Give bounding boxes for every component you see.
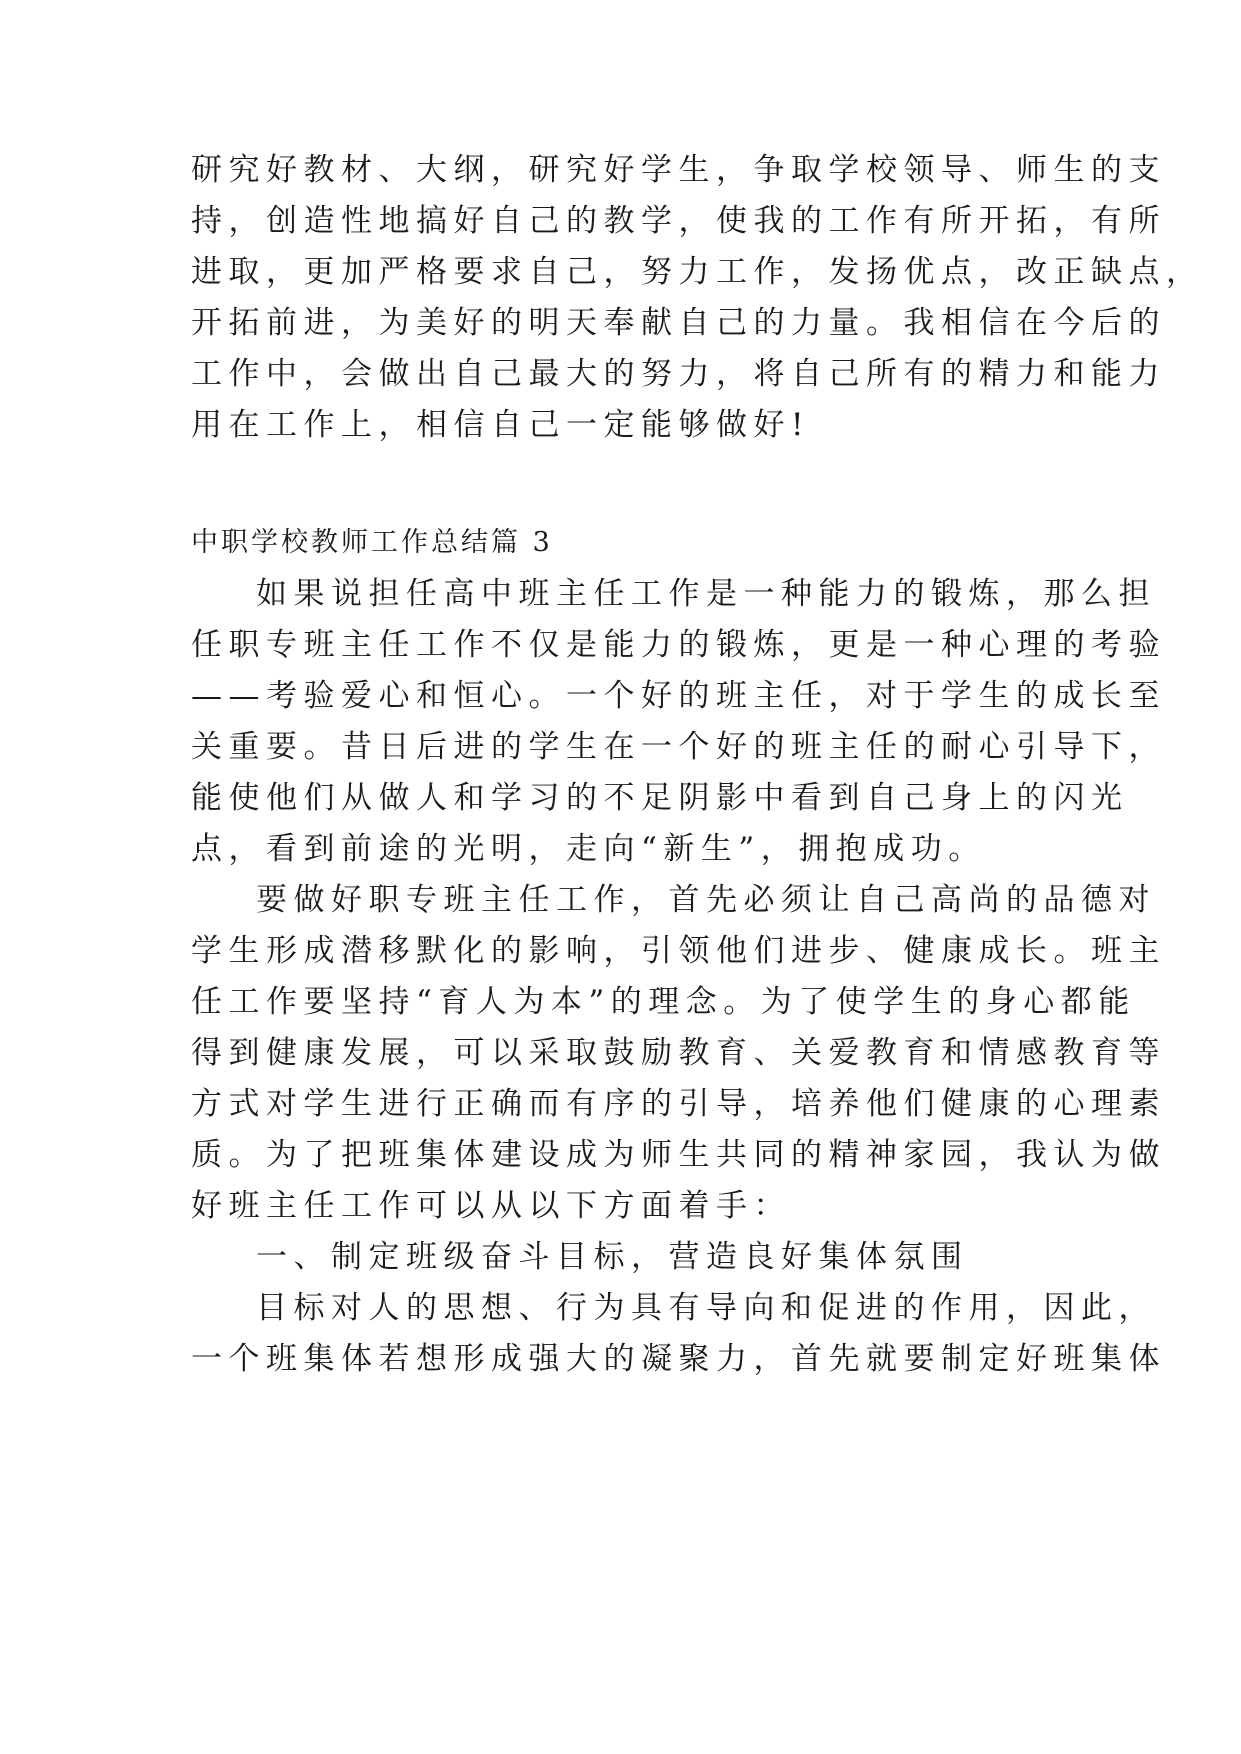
paragraph1-line-1: 如果说担任高中班主任工作是一种能力的锻炼，那么担 [256, 576, 1156, 612]
paragraph2-line-3: 任工作要坚持“育人为本”的理念。为了使学生的身心都能 [191, 984, 1136, 1020]
intro-line-6: 用在工作上，相信自己一定能够做好! [191, 407, 810, 443]
paragraph2-line-5: 方式对学生进行正确而有序的引导，培养他们健康的心理素 [191, 1086, 1166, 1122]
paragraph3-line-1: 目标对人的思想、行为具有导向和促进的作用，因此， [256, 1290, 1156, 1326]
paragraph2-line-4: 得到健康发展，可以采取鼓励教育、关爱教育和情感教育等 [191, 1035, 1166, 1071]
paragraph2-line-1: 要做好职专班主任工作，首先必须让自己高尚的品德对 [256, 882, 1156, 918]
paragraph2-line-2: 学生形成潜移默化的影响，引领他们进步、健康成长。班主 [191, 933, 1166, 969]
paragraph1-line-5: 能使他们从做人和学习的不足阴影中看到自己身上的闪光 [191, 780, 1129, 816]
intro-line-2: 持，创造性地搞好自己的教学，使我的工作有所开拓，有所 [191, 203, 1166, 239]
paragraph1-line-6: 点，看到前途的光明，走向“新生”，拥抱成功。 [191, 831, 986, 867]
intro-line-1: 研究好教材、大纲，研究好学生，争取学校领导、师生的支 [191, 152, 1166, 188]
paragraph1-line-2: 任职专班主任工作不仅是能力的锻炼，更是一种心理的考验 [191, 627, 1166, 663]
intro-line-4: 开拓前进，为美好的明天奉献自己的力量。我相信在今后的 [191, 305, 1166, 341]
paragraph2-line-6: 质。为了把班集体建设成为师生共同的精神家园，我认为做 [191, 1137, 1166, 1173]
paragraph1-line-3: ——考验爱心和恒心。一个好的班主任，对于学生的成长至 [191, 678, 1166, 714]
section-title: 中职学校教师工作总结篇 3 [191, 527, 553, 558]
intro-line-5: 工作中，会做出自己最大的努力，将自己所有的精力和能力 [191, 356, 1166, 392]
paragraph2-line-7: 好班主任工作可以从以下方面着手： [191, 1188, 791, 1224]
subheading: 一、制定班级奋斗目标，营造良好集体氛围 [256, 1239, 969, 1275]
paragraph1-line-4: 关重要。昔日后进的学生在一个好的班主任的耐心引导下， [191, 729, 1166, 765]
intro-line-3: 进取，更加严格要求自己，努力工作，发扬优点，改正缺点， [191, 254, 1204, 290]
paragraph3-line-2: 一个班集体若想形成强大的凝聚力，首先就要制定好班集体 [191, 1341, 1166, 1377]
